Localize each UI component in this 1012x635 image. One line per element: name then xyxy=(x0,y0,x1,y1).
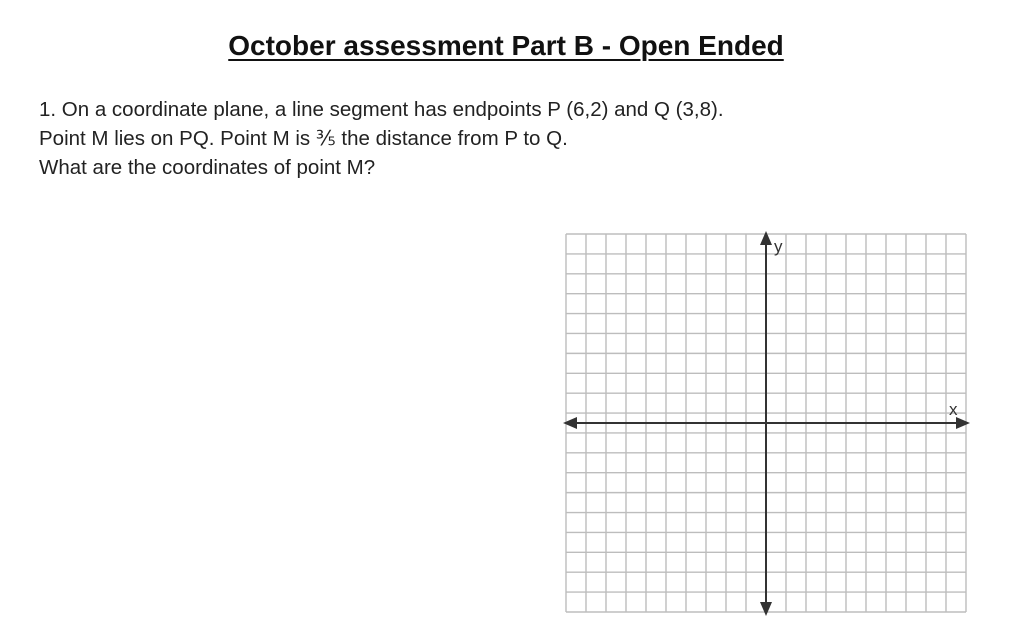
x-axis-label: x xyxy=(949,400,958,419)
question-line-3: What are the coordinates of point M? xyxy=(39,156,376,179)
y-axis-up-arrow-icon xyxy=(760,231,772,245)
coordinate-grid xyxy=(560,228,980,620)
coordinate-grid-svg xyxy=(560,228,980,620)
question-1 xyxy=(39,95,939,182)
question-line-1: 1. On a coordinate plane, a line segment has endpoints P (6,2) and Q (3,8). xyxy=(39,98,724,121)
y-axis-label: y xyxy=(774,237,783,256)
document-title: October assessment Part B - Open Ended xyxy=(228,30,784,61)
y-axis-down-arrow-icon xyxy=(760,602,772,616)
question-line-2: Point M lies on PQ. Point M is ⅗ the distance from P to Q. xyxy=(39,127,568,150)
axes xyxy=(563,231,970,616)
x-axis-left-arrow-icon xyxy=(563,417,577,429)
x-axis-right-arrow-icon xyxy=(956,417,970,429)
